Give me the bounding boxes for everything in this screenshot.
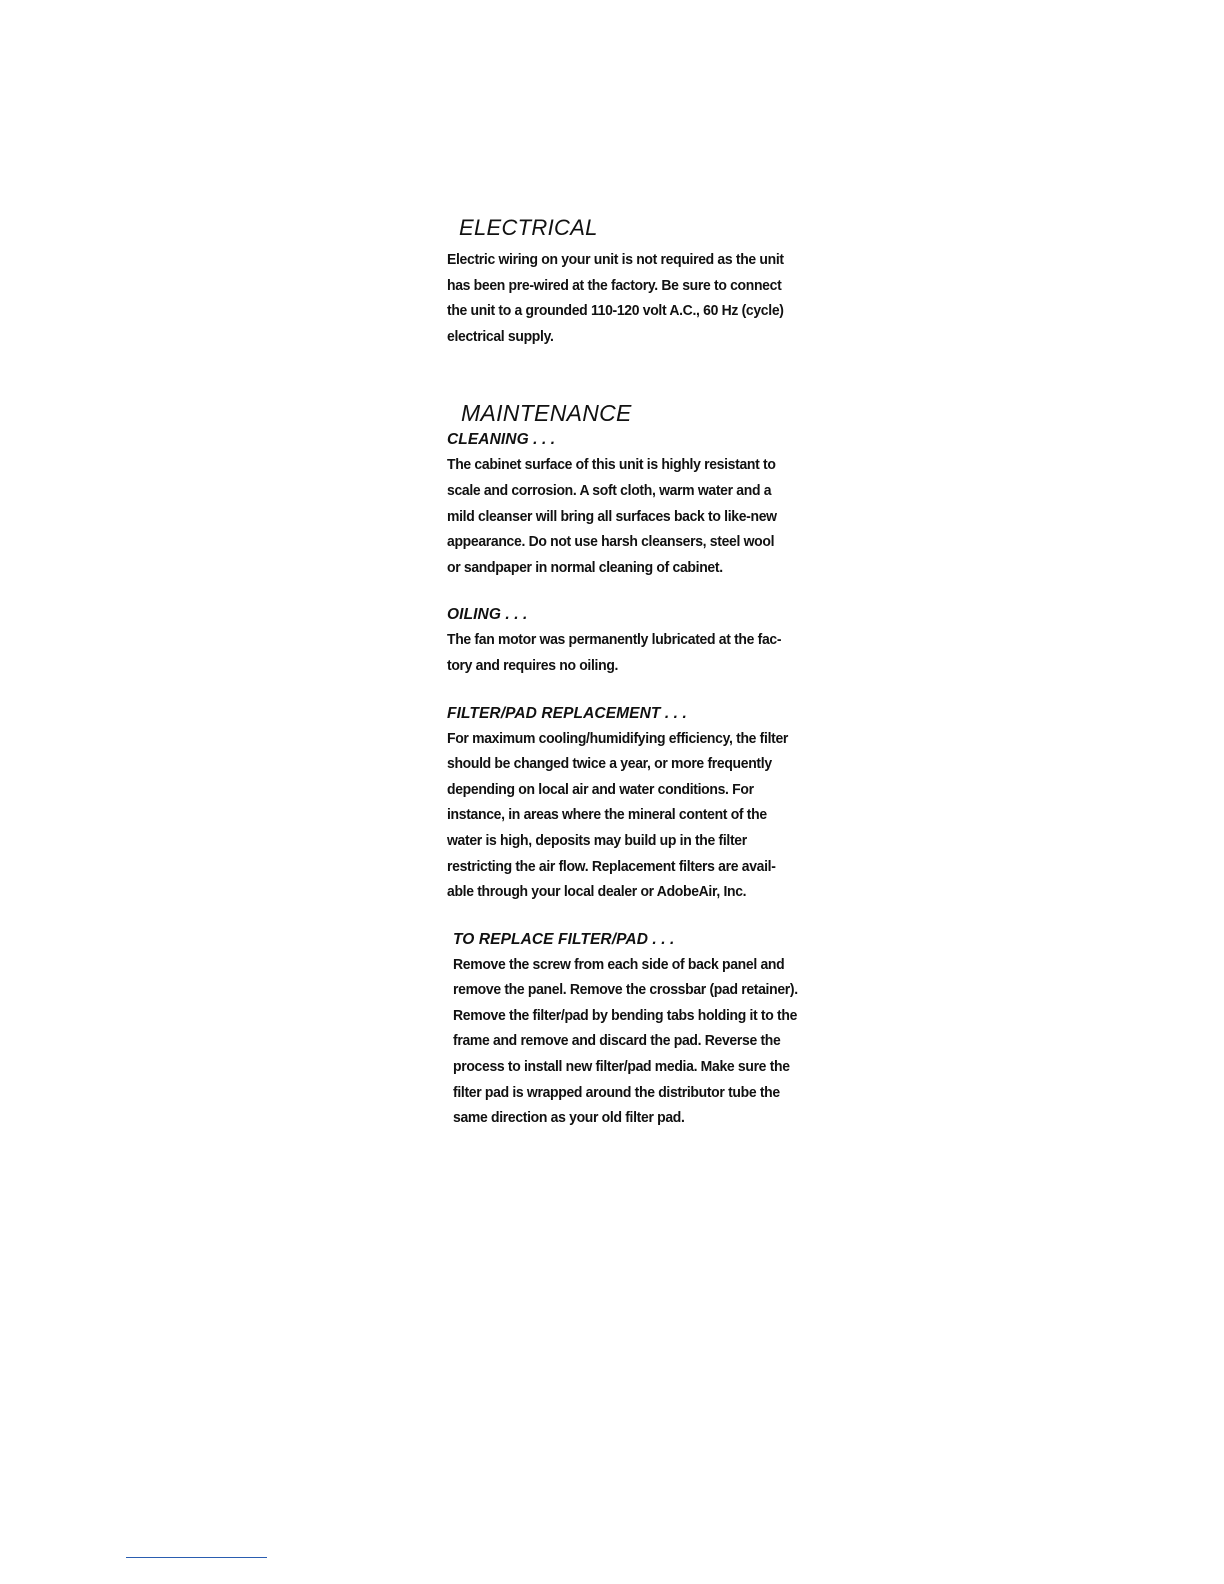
filter-replacement-line: should be changed twice a year, or more frequently <box>447 755 772 773</box>
oiling-paragraph <box>447 627 847 678</box>
replace-filter-heading: TO REPLACE FILTER/PAD . . . <box>453 930 675 948</box>
replace-filter-line: remove the panel. Remove the crossbar (pad retainer). <box>453 981 798 999</box>
filter-replacement-paragraph <box>447 726 847 905</box>
replace-filter-paragraph <box>453 952 853 1131</box>
filter-replacement-line: able through your local dealer or AdobeAir, Inc. <box>447 883 747 901</box>
oiling-line: tory and requires no oiling. <box>447 656 619 674</box>
cleaning-line: or sandpaper in normal cleaning of cabinet. <box>447 558 723 576</box>
oiling-line: The fan motor was permanently lubricated at the fac- <box>447 631 782 649</box>
footnote-divider <box>126 1557 267 1558</box>
replace-filter-line: Remove the filter/pad by bending tabs holding it to the <box>453 1006 798 1024</box>
electrical-line: electrical supply. <box>447 327 554 345</box>
maintenance-section-title: MAINTENANCE <box>461 400 632 427</box>
replace-filter-line: filter pad is wrapped around the distributor tube the <box>453 1083 780 1101</box>
filter-replacement-line: depending on local air and water conditions. For <box>447 780 754 798</box>
oiling-heading: OILING . . . <box>447 606 528 624</box>
electrical-line: has been pre-wired at the factory. Be sure to connect <box>447 276 782 294</box>
manual-page-column <box>447 215 847 1131</box>
electrical-paragraph <box>447 247 847 349</box>
cleaning-heading: CLEANING . . . <box>447 431 556 449</box>
replace-filter-line: frame and remove and discard the pad. Reverse the <box>453 1032 781 1050</box>
cleaning-line: scale and corrosion. A soft cloth, warm water and a <box>447 481 772 499</box>
electrical-section-title: ELECTRICAL <box>459 215 598 240</box>
cleaning-paragraph <box>447 452 847 580</box>
filter-replacement-line: water is high, deposits may build up in the filter <box>447 831 747 849</box>
filter-replacement-line: restricting the air flow. Replacement filters are avail- <box>447 857 776 875</box>
cleaning-line: appearance. Do not use harsh cleansers, steel wool <box>447 533 775 551</box>
replace-filter-line: Remove the screw from each side of back panel and <box>453 955 785 973</box>
cleaning-line: The cabinet surface of this unit is highly resistant to <box>447 456 776 474</box>
replace-filter-line: same direction as your old filter pad. <box>453 1109 685 1127</box>
filter-replacement-heading: FILTER/PAD REPLACEMENT . . . <box>447 704 687 722</box>
replace-filter-line: process to install new filter/pad media. Make sure the <box>453 1058 790 1076</box>
cleaning-line: mild cleanser will bring all surfaces back to like-new <box>447 507 777 525</box>
filter-replacement-line: For maximum cooling/humidifying efficiency, the filter <box>447 729 789 747</box>
electrical-line: Electric wiring on your unit is not required as the unit <box>447 251 784 268</box>
filter-replacement-line: instance, in areas where the mineral content of the <box>447 806 767 824</box>
electrical-line: the unit to a grounded 110-120 volt A.C., 60 Hz (cycle) <box>447 302 784 320</box>
